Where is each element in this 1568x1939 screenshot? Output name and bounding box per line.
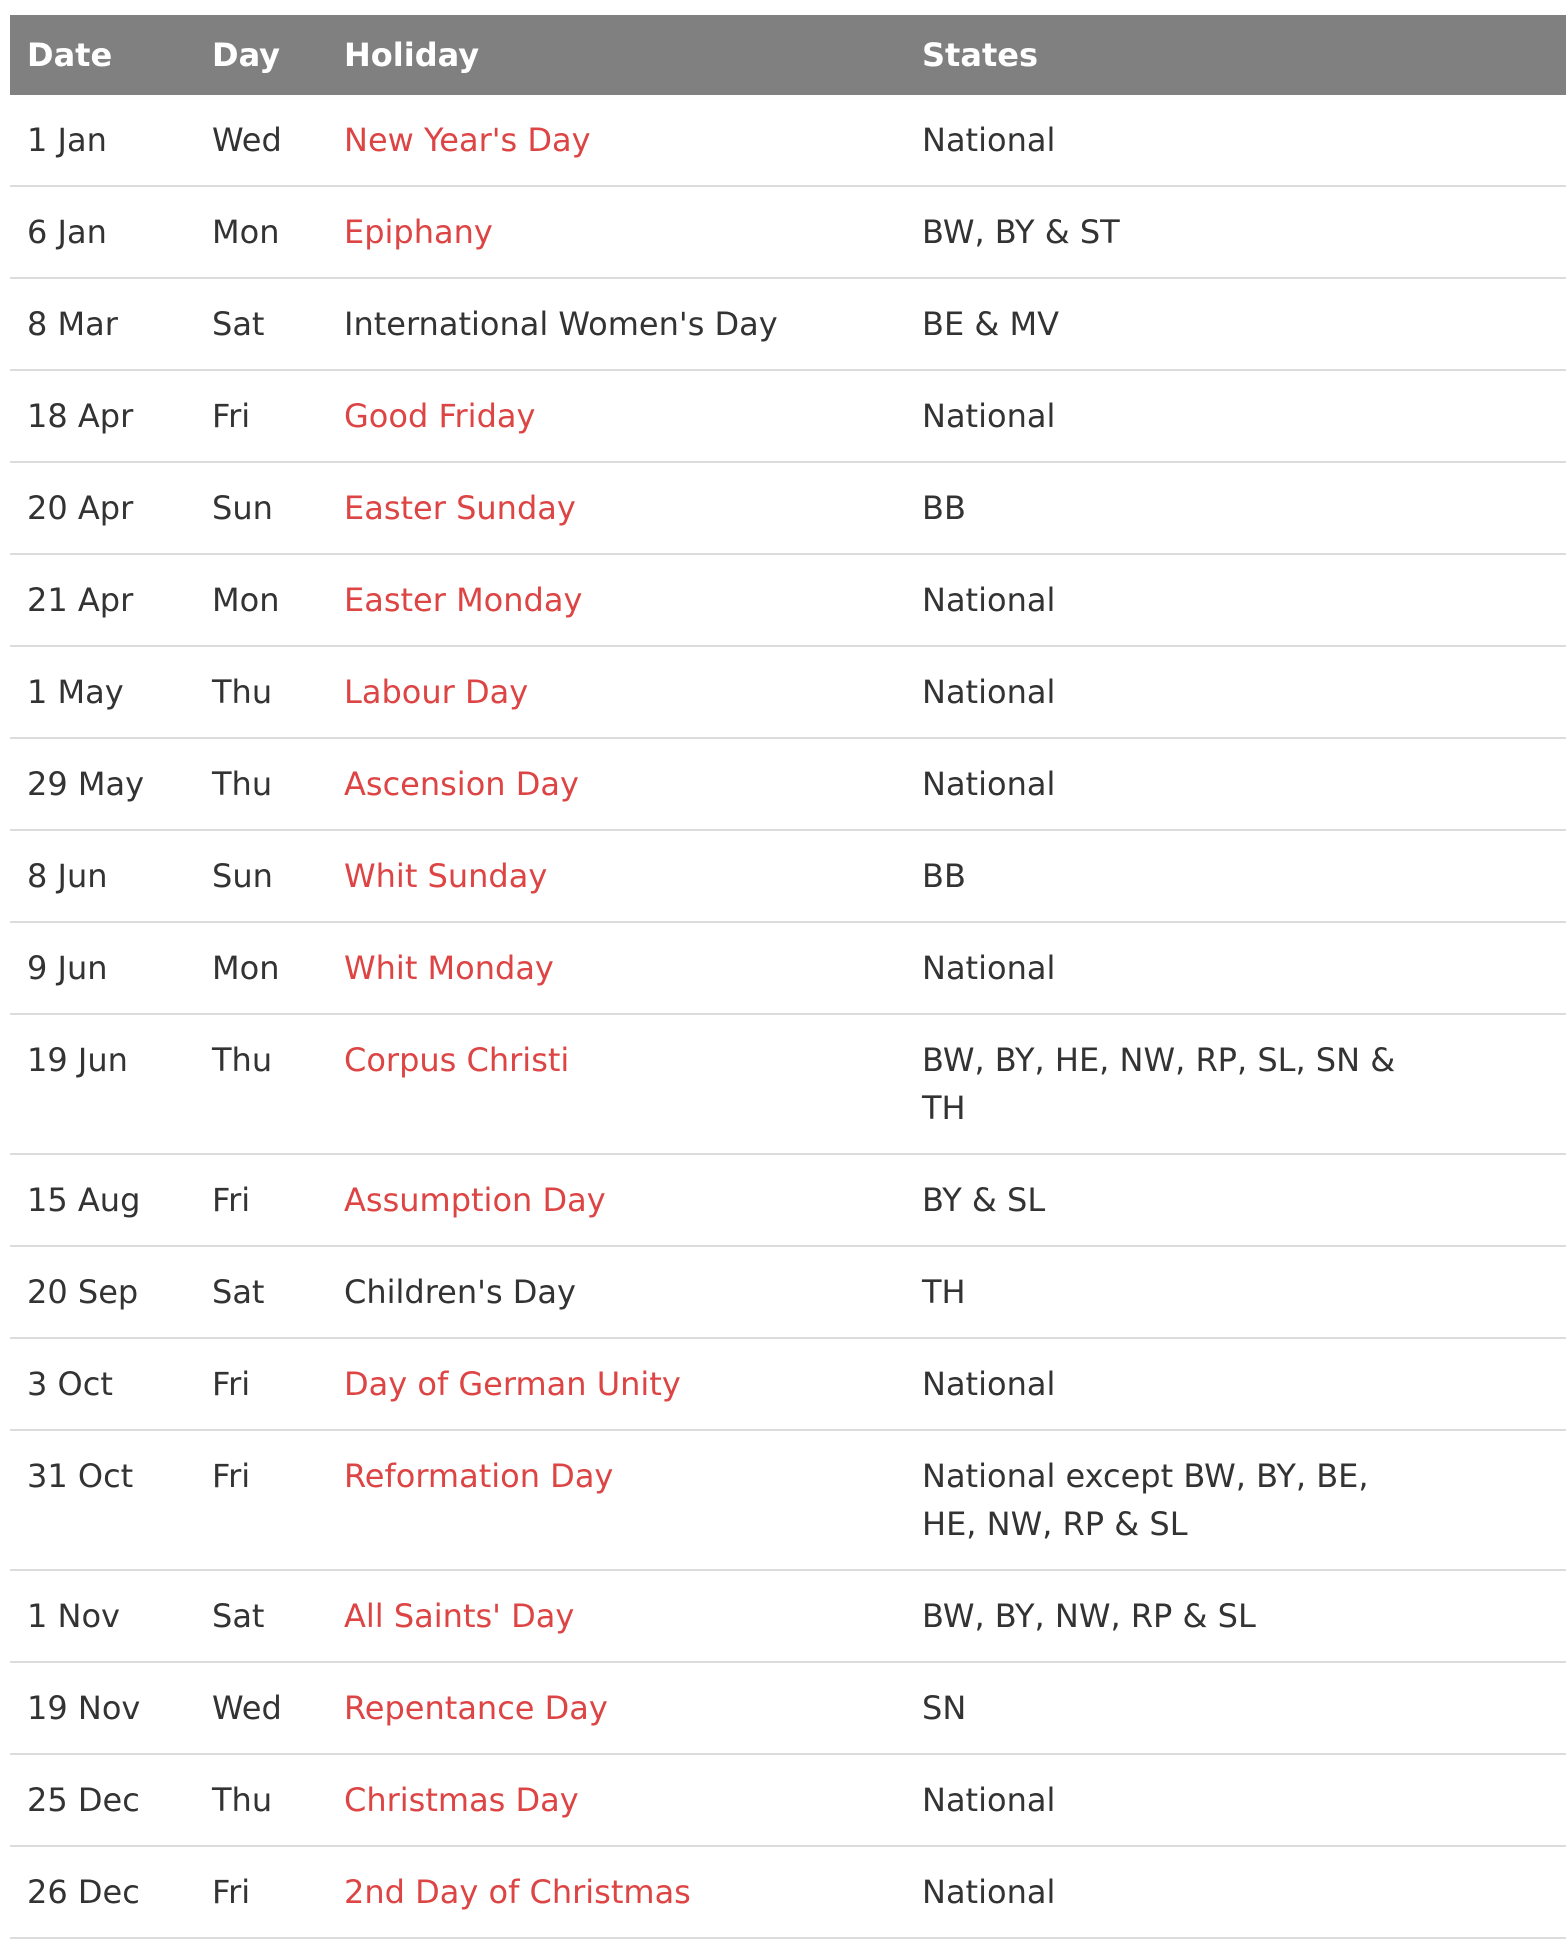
cell-states: BW, BY, HE, NW, RP, SL, SN & TH [905, 1014, 1566, 1154]
cell-holiday [327, 646, 905, 738]
cell-states: National [905, 738, 1566, 830]
holiday-link[interactable]: Labour Day [344, 673, 529, 711]
cell-states: BW, BY & ST [905, 186, 1566, 278]
holiday-link[interactable]: Epiphany [344, 213, 493, 251]
cell-date: 1 Jan [10, 95, 195, 186]
cell-date: 3 Oct [10, 1338, 195, 1430]
table-row [10, 1014, 1566, 1154]
column-header-states: States [905, 15, 1566, 95]
cell-states: TH [905, 1246, 1566, 1338]
cell-holiday [327, 1846, 905, 1938]
cell-day: Thu [195, 646, 327, 738]
cell-date: 1 May [10, 646, 195, 738]
holiday-link[interactable]: 2nd Day of Christmas [344, 1873, 691, 1911]
cell-holiday [327, 370, 905, 462]
holiday-table [10, 15, 1566, 1939]
table-row [10, 1570, 1566, 1662]
cell-states: National [905, 95, 1566, 186]
cell-holiday [327, 1014, 905, 1154]
cell-states: National [905, 1338, 1566, 1430]
holiday-link[interactable]: All Saints' Day [344, 1597, 575, 1635]
holiday-link[interactable]: Repentance Day [344, 1689, 608, 1727]
cell-date: 20 Sep [10, 1246, 195, 1338]
column-header-day: Day [195, 15, 327, 95]
table-row [10, 186, 1566, 278]
cell-day: Fri [195, 370, 327, 462]
table-row [10, 646, 1566, 738]
cell-holiday [327, 830, 905, 922]
cell-holiday [327, 554, 905, 646]
table-row [10, 95, 1566, 186]
cell-states: National [905, 370, 1566, 462]
cell-date: 18 Apr [10, 370, 195, 462]
cell-date: 25 Dec [10, 1754, 195, 1846]
cell-day: Wed [195, 95, 327, 186]
holiday-link[interactable]: Whit Monday [344, 949, 554, 987]
cell-date: 26 Dec [10, 1846, 195, 1938]
cell-date: 20 Apr [10, 462, 195, 554]
cell-states: BB [905, 830, 1566, 922]
cell-date: 19 Nov [10, 1662, 195, 1754]
holiday-link[interactable]: New Year's Day [344, 121, 591, 159]
cell-date: 21 Apr [10, 554, 195, 646]
cell-date: 19 Jun [10, 1014, 195, 1154]
cell-holiday [327, 1338, 905, 1430]
cell-date: 31 Oct [10, 1430, 195, 1570]
cell-day: Fri [195, 1430, 327, 1570]
cell-date: 1 Nov [10, 1570, 195, 1662]
cell-states: BW, BY, NW, RP & SL [905, 1570, 1566, 1662]
cell-day: Thu [195, 1754, 327, 1846]
cell-holiday [327, 1430, 905, 1570]
cell-date: 29 May [10, 738, 195, 830]
table-row [10, 1154, 1566, 1246]
cell-states: BE & MV [905, 278, 1566, 370]
cell-day: Mon [195, 554, 327, 646]
cell-holiday [327, 95, 905, 186]
table-row [10, 922, 1566, 1014]
table-row [10, 1662, 1566, 1754]
header-row [10, 15, 1566, 95]
table-body [10, 95, 1566, 1938]
table-row [10, 554, 1566, 646]
holiday-link[interactable]: Christmas Day [344, 1781, 579, 1819]
table-row [10, 1338, 1566, 1430]
cell-day: Fri [195, 1338, 327, 1430]
cell-day: Fri [195, 1846, 327, 1938]
table-row [10, 1430, 1566, 1570]
holiday-link[interactable]: Whit Sunday [344, 857, 548, 895]
table-row [10, 278, 1566, 370]
cell-date: 15 Aug [10, 1154, 195, 1246]
holiday-link[interactable]: Easter Sunday [344, 489, 576, 527]
cell-holiday [327, 186, 905, 278]
cell-day: Thu [195, 738, 327, 830]
cell-day: Mon [195, 922, 327, 1014]
cell-holiday [327, 1570, 905, 1662]
table-row [10, 738, 1566, 830]
cell-day: Mon [195, 186, 327, 278]
table-row [10, 462, 1566, 554]
table-row [10, 1246, 1566, 1338]
holiday-name: Children's Day [344, 1273, 576, 1311]
cell-day: Wed [195, 1662, 327, 1754]
cell-holiday [327, 1246, 905, 1338]
cell-day: Thu [195, 1014, 327, 1154]
holiday-link[interactable]: Ascension Day [344, 765, 579, 803]
cell-date: 8 Jun [10, 830, 195, 922]
holiday-link[interactable]: Day of German Unity [344, 1365, 681, 1403]
cell-holiday [327, 1154, 905, 1246]
cell-day: Sat [195, 1570, 327, 1662]
cell-states: National except BW, BY, BE, HE, NW, RP & SL [905, 1430, 1566, 1570]
cell-states: National [905, 922, 1566, 1014]
cell-holiday [327, 462, 905, 554]
table-row [10, 370, 1566, 462]
cell-day: Sat [195, 1246, 327, 1338]
cell-holiday [327, 278, 905, 370]
cell-day: Sat [195, 278, 327, 370]
holiday-link[interactable]: Assumption Day [344, 1181, 606, 1219]
cell-states: BB [905, 462, 1566, 554]
holiday-name: International Women's Day [344, 305, 778, 343]
cell-holiday [327, 1662, 905, 1754]
cell-date: 9 Jun [10, 922, 195, 1014]
cell-states: National [905, 554, 1566, 646]
table-header [10, 15, 1566, 95]
holiday-link[interactable]: Corpus Christi [344, 1041, 570, 1079]
cell-states: SN [905, 1662, 1566, 1754]
holiday-table-container [10, 15, 1566, 1939]
cell-day: Sun [195, 462, 327, 554]
cell-holiday [327, 738, 905, 830]
holiday-link[interactable]: Good Friday [344, 397, 536, 435]
cell-day: Sun [195, 830, 327, 922]
column-header-date: Date [10, 15, 195, 95]
column-header-holiday: Holiday [327, 15, 905, 95]
cell-date: 6 Jan [10, 186, 195, 278]
table-row [10, 1846, 1566, 1938]
cell-states: National [905, 1846, 1566, 1938]
cell-states: National [905, 646, 1566, 738]
holiday-link[interactable]: Reformation Day [344, 1457, 614, 1495]
cell-states: National [905, 1754, 1566, 1846]
cell-date: 8 Mar [10, 278, 195, 370]
holiday-link[interactable]: Easter Monday [344, 581, 583, 619]
cell-states: BY & SL [905, 1154, 1566, 1246]
cell-holiday [327, 922, 905, 1014]
table-row [10, 830, 1566, 922]
cell-day: Fri [195, 1154, 327, 1246]
